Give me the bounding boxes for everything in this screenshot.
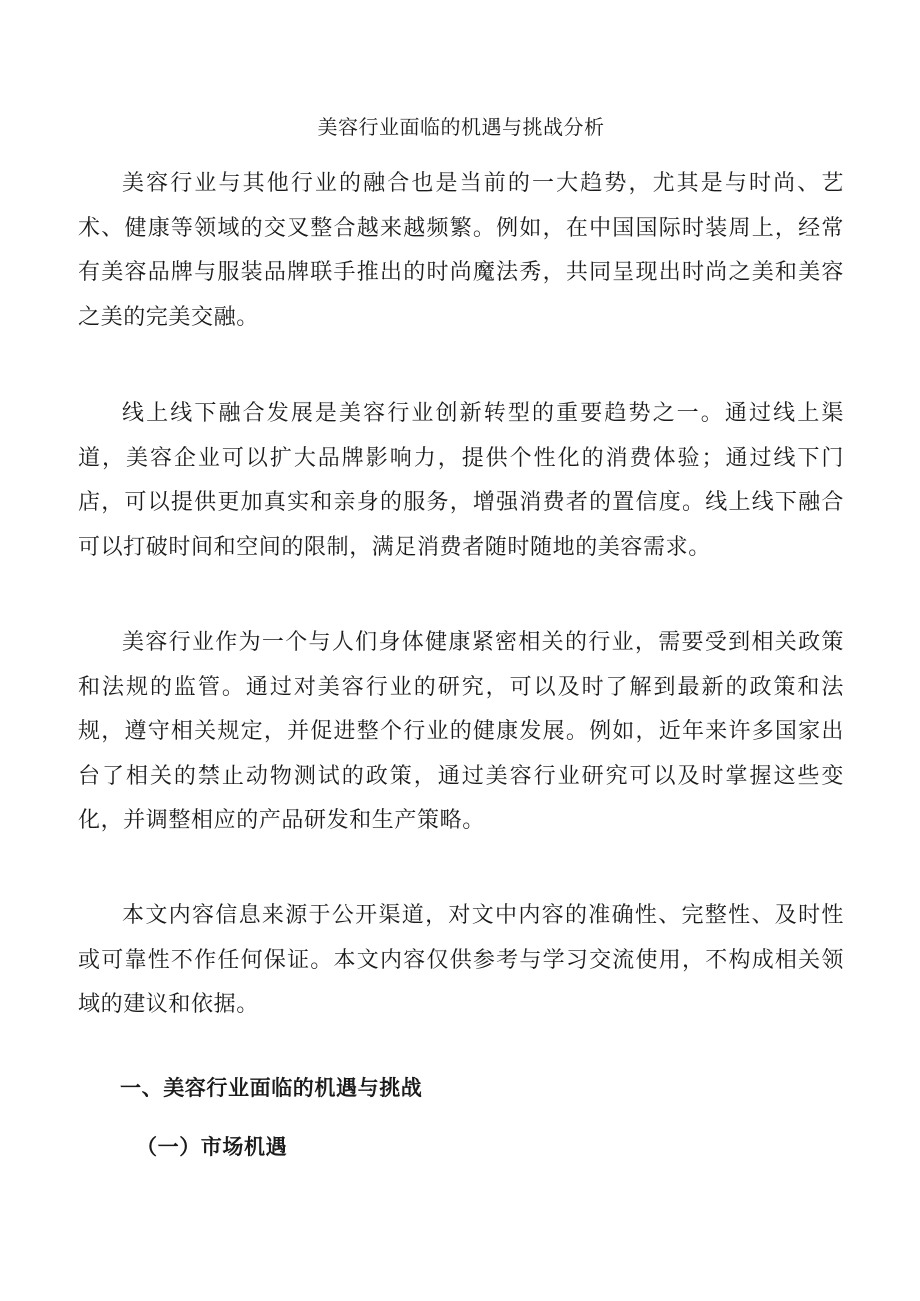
paragraph-industry-integration: 美容行业与其他行业的融合也是当前的一大趋势，尤其是与时尚、艺术、健康等领域的交叉整合越来越频繁。例如，在中国国际时装周上，经常有美容品牌与服装品牌联手推出的时尚魔法秀，共同呈现出时尚之美和美容之美的完美交融。 xyxy=(78,171,844,330)
paragraph-online-offline: 线上线下融合发展是美容行业创新转型的重要趋势之一。通过线上渠道，美容企业可以扩大品牌影响力，提供个性化的消费体验；通过线下门店，可以提供更加真实和亲身的服务，增强消费者的置信度。线上线下融合可以打破时间和空间的限制，满足消费者随时随地的美容需求。 xyxy=(78,401,844,560)
paragraph-disclaimer: 本文内容信息来源于公开渠道，对文中内容的准确性、完整性、及时性或可靠性不作任何保证。本文内容仅供参考与学习交流使用，不构成相关领域的建议和依据。 xyxy=(78,903,844,1017)
section-heading: 一、美容行业面临的机遇与挑战 xyxy=(120,1075,423,1100)
document-page xyxy=(78,0,844,1301)
subsection-heading: （一）市场机遇 xyxy=(136,1134,288,1159)
paragraph-regulation: 美容行业作为一个与人们身体健康紧密相关的行业，需要受到相关政策和法规的监管。通过对美容行业的研究，可以及时了解到最新的政策和法规，遵守相关规定，并促进整个行业的健康发展。例如，近年来许多国家出台了相关的禁止动物测试的政策，通过美容行业研究可以及时掌握这些变化，并调整相应的产品研发和生产策略。 xyxy=(78,630,844,833)
document-title: 美容行业面临的机遇与挑战分析 xyxy=(317,115,605,139)
